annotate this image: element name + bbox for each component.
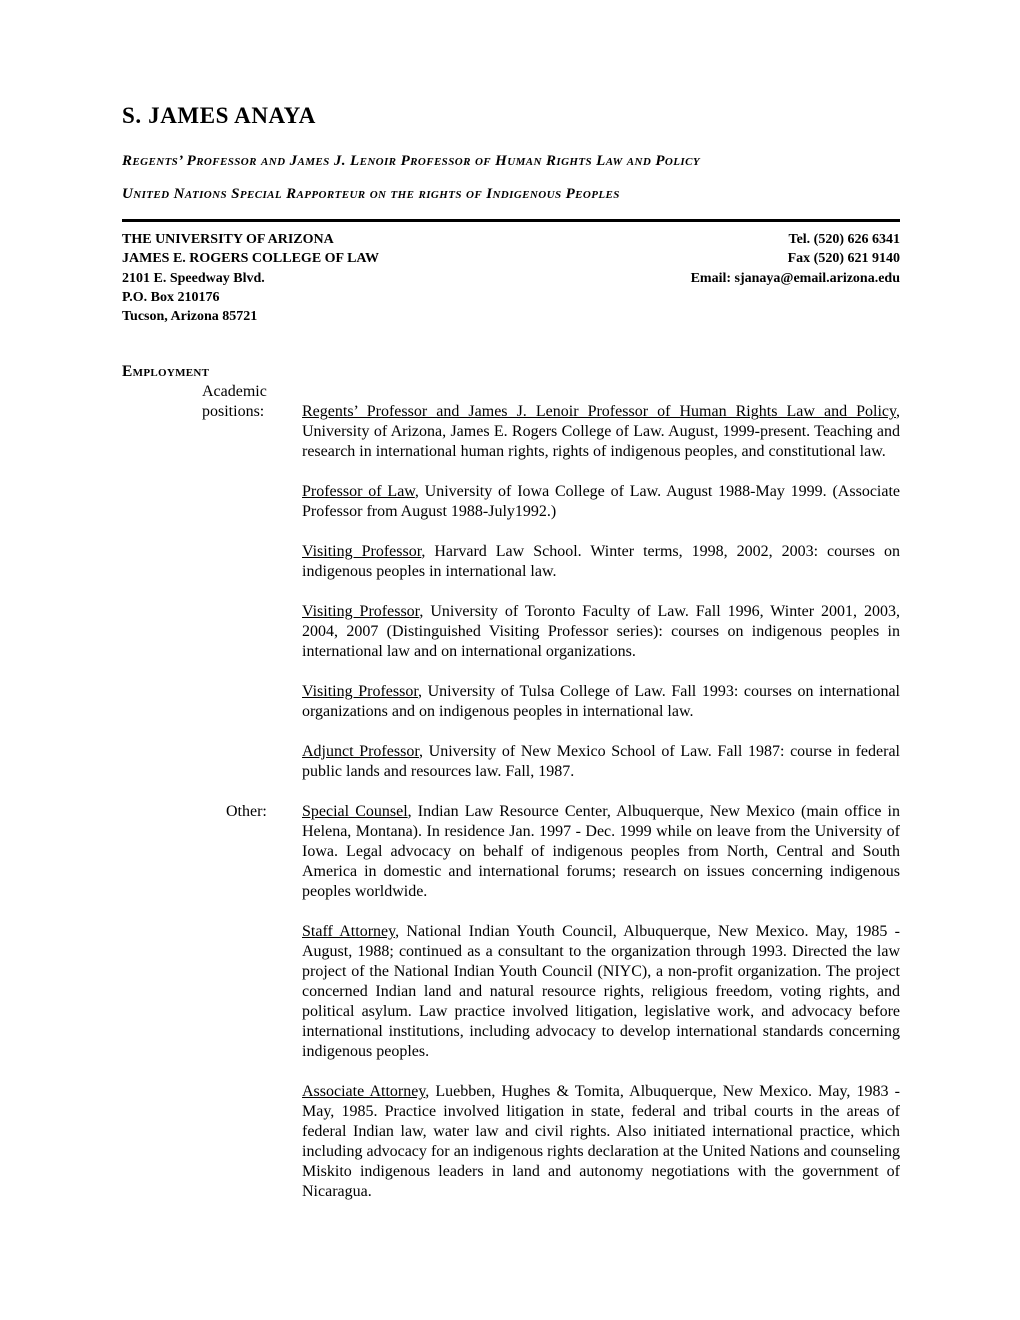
- employment-entry: [122, 802, 900, 902]
- label-positions: positions:: [202, 403, 265, 421]
- position-description: , University of Arizona, James E. Rogers College of Law. August, 1999-present. Teaching and research in international human rights, rights of indigenous peoples, and constitutional law.: [302, 403, 900, 461]
- page-title: S. JAMES ANAYA: [122, 103, 316, 128]
- entry-paragraph: [302, 542, 900, 582]
- entry-paragraph: [302, 802, 900, 902]
- position-description: , University of New Mexico School of Law. Fall 1987: course in federal public lands and resources law. Fall, 1987.: [302, 743, 901, 781]
- position-title: Visiting Professor: [302, 543, 422, 561]
- entry-paragraph: [302, 682, 900, 722]
- employment-entry: [122, 602, 900, 662]
- position-title: Adjunct Professor: [302, 743, 420, 761]
- contact-address-line: 2101 E. Speedway Blvd.: [122, 270, 265, 286]
- contact-address: [122, 230, 379, 326]
- entry-paragraph: [302, 1082, 900, 1202]
- label-academic: Academic: [202, 383, 267, 401]
- position-description: , National Indian Youth Council, Albuquerque, New Mexico. May, 1985 - August, 1988; continued as a consultant to the organization through 1993. Directed the law project of the National Indian Youth Council (NIYC), a non-profit organization. The project concerned Indian land and natural resource rights, religious freedom, voting rights, and political asylum. Law practice involved litigation, legislative work, and advocacy before international institutions, including advocacy to develop international standards concerning indigenous peoples.: [302, 923, 900, 1061]
- label-other: Other:: [226, 803, 267, 821]
- contact-numbers: [691, 230, 900, 326]
- position-description: , University of Iowa College of Law. August 1988-May 1999. (Associate Professor from August 1988-July1992.): [302, 483, 901, 521]
- cv-header: [122, 104, 900, 326]
- header-role-line-2: United Nations Special Rapporteur on the rights of Indigenous Peoples: [122, 186, 620, 202]
- position-title: Associate Attorney: [302, 1083, 426, 1101]
- entry-paragraph: [302, 922, 900, 1062]
- employment-entry: [122, 482, 900, 522]
- entry-paragraph: [302, 482, 900, 522]
- position-description: , University of Tulsa College of Law. Fall 1993: courses on international organizations and on indigenous peoples in international law.: [302, 683, 900, 721]
- position-description: , Indian Law Resource Center, Albuquerque, New Mexico (main office in Helena, Montana). In residence Jan. 1997 - Dec. 1999 while on leave from the University of Iowa. Legal advocacy on behalf of indigenous peoples from North, Central and South America in domestic and international forums; research on issues concerning indigenous peoples worldwide.: [302, 803, 900, 901]
- position-title: Special Counsel: [302, 803, 408, 821]
- horizontal-divider: [122, 219, 900, 222]
- contact-address-line: Tucson, Arizona 85721: [122, 309, 258, 325]
- position-description: , University of Toronto Faculty of Law. Fall 1996, Winter 2001, 2003, 2004, 2007 (Distinguished Visiting Professor series): courses on indigenous peoples in international law and on international organizations.: [302, 603, 900, 661]
- position-title: Staff Attorney: [302, 923, 396, 941]
- employment-entry: [122, 682, 900, 722]
- contact-email: Email: sjanaya@email.arizona.edu: [690, 270, 900, 286]
- position-description: , Luebben, Hughes & Tomita, Albuquerque, New Mexico. May, 1983 - May, 1985. Practice involved litigation in state, federal and tribal courts in the areas of federal Indian law, water law and civil rights. Also initiated international practice, which including advocacy for an indigenous rights declaration at the United Nations and counseling Miskito indigenous leaders in land and autonomy negotiations with the government of Nicaragua.: [302, 1083, 900, 1201]
- position-title: Professor of Law: [302, 483, 415, 501]
- section-heading-employment: Employment: [122, 363, 210, 381]
- position-title: Regents’ Professor and James J. Lenoir Professor of Human Rights Law and Policy: [302, 403, 896, 421]
- employment-entry: [122, 1082, 900, 1202]
- entry-paragraph: [302, 602, 900, 662]
- contact-address-line: P.O. Box 210176: [122, 289, 220, 305]
- position-title: Visiting Professor: [302, 683, 419, 701]
- entry-paragraph: [302, 402, 900, 462]
- employment-entry: [122, 922, 900, 1062]
- contact-fax: Fax (520) 621 9140: [787, 251, 900, 267]
- contact-tel: Tel. (520) 626 6341: [788, 232, 900, 247]
- employment-section: [122, 362, 900, 1202]
- employment-entry: [122, 742, 900, 782]
- entry-paragraph: [302, 742, 900, 782]
- employment-entry: [122, 542, 900, 582]
- position-description: , Harvard Law School. Winter terms, 1998, 2002, 2003: courses on indigenous peoples in international law.: [302, 543, 900, 581]
- employment-entry: [122, 402, 900, 462]
- header-role-line-1: Regents’ Professor and James J. Lenoir Professor of Human Rights Law and Policy: [122, 153, 700, 169]
- position-title: Visiting Professor: [302, 603, 420, 621]
- contact-block: [122, 230, 900, 326]
- contact-address-line: JAMES E. ROGERS COLLEGE OF LAW: [122, 251, 379, 267]
- contact-address-line: THE UNIVERSITY OF ARIZONA: [122, 232, 334, 247]
